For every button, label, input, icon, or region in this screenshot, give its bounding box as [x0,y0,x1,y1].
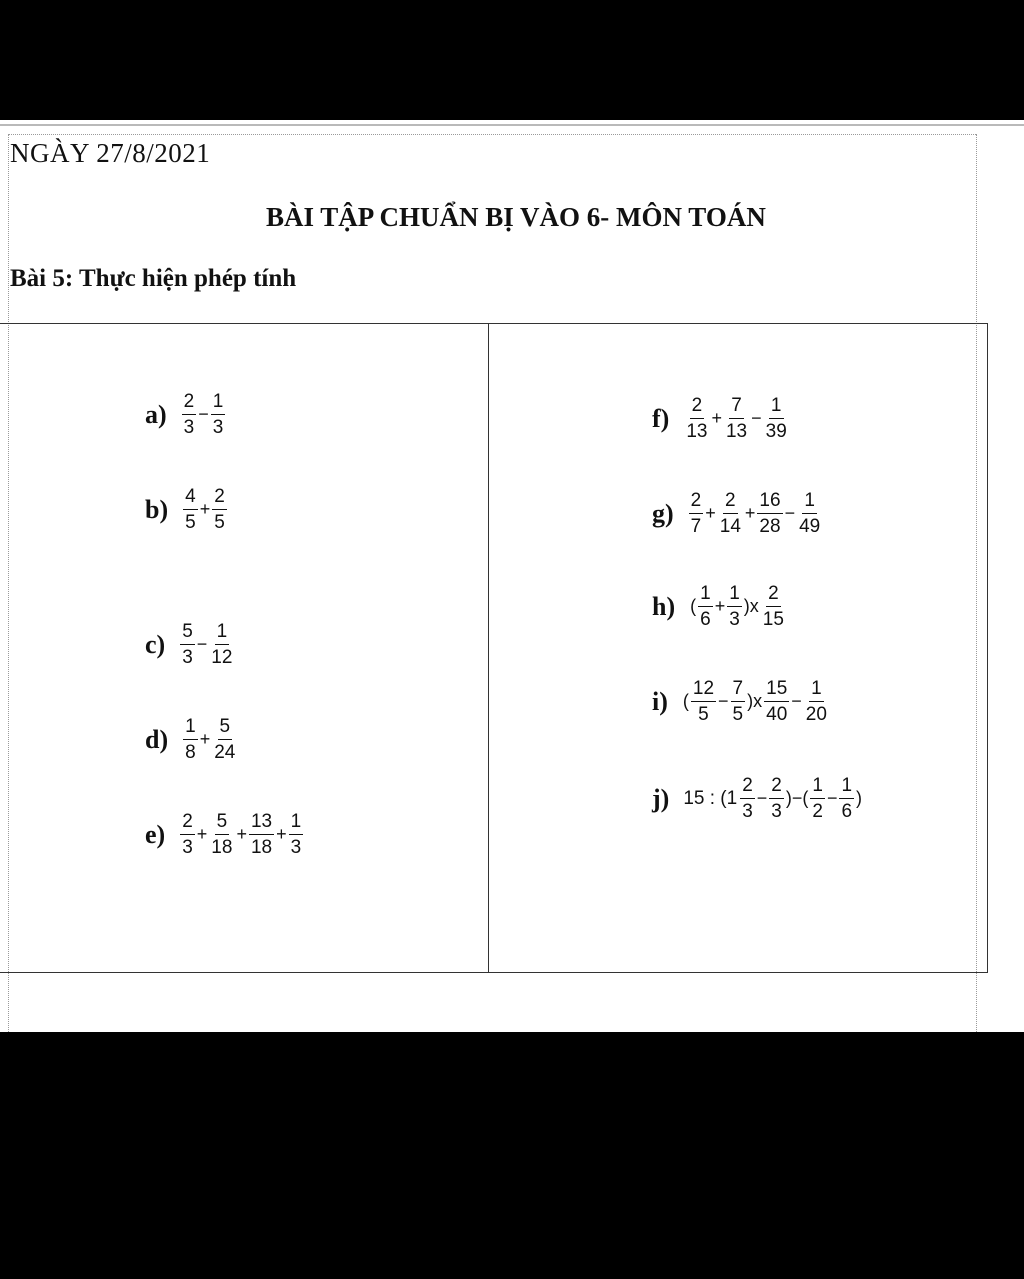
denominator: 18 [211,837,233,858]
exercise-c [145,622,235,667]
numerator: 13 [249,812,274,835]
fraction [839,776,854,821]
denominator: 3 [290,837,302,858]
numerator: 7 [731,679,746,702]
operator: + [196,824,208,844]
numerator: 2 [212,487,227,510]
numerator: 1 [289,812,304,835]
exercise-label: b) [145,494,169,524]
table-column-divider [488,324,489,972]
operator: + [711,408,722,428]
fraction [180,622,195,667]
fraction [731,679,746,724]
numerator: 2 [180,812,195,835]
numerator: 5 [215,812,230,835]
numerator: 16 [757,491,782,514]
fraction [249,812,274,857]
denominator: 3 [742,801,753,822]
denominator: 5 [185,512,196,533]
exercise-a [145,392,226,437]
fraction [180,812,195,857]
document-title: BÀI TẬP CHUẨN BỊ VÀO 6- MÔN TOÁN [266,202,766,232]
numerator: 15 [764,679,789,702]
fraction [691,679,716,724]
fraction [182,392,197,437]
denominator: 39 [765,421,787,442]
numerator: 1 [769,396,784,419]
exercise-label: a) [145,399,167,429]
fraction [698,584,713,629]
numerator: 2 [766,584,781,607]
operator: + [744,503,756,523]
exercise-e [145,812,304,857]
exercise-heading: Bài 5: Thực hiện phép tính [10,265,297,292]
numerator: 5 [180,622,195,645]
numerator: 4 [183,487,198,510]
parenthesis: ( [690,596,697,616]
page-top-border [0,124,1024,126]
denominator: 3 [771,801,782,822]
denominator: 8 [185,742,196,763]
fraction [183,487,198,532]
exercise-g [652,491,823,536]
denominator: 3 [183,417,195,438]
denominator: 6 [700,609,711,630]
denominator: 49 [799,516,821,537]
denominator: 3 [182,647,193,668]
fraction [212,717,237,762]
fraction [289,812,304,857]
numerator: 2 [689,491,704,514]
numerator: 1 [215,622,230,645]
parenthesis: ( [682,691,689,711]
denominator: 13 [725,421,748,442]
exercise-label: e) [145,819,166,849]
exercise-f [652,396,790,441]
numerator: 2 [723,491,738,514]
fraction [757,491,782,536]
operator: + [705,503,716,523]
denominator: 40 [766,704,788,725]
fraction [684,396,709,441]
operator: + [276,824,287,844]
operator: − [784,503,796,523]
operator: )x [743,596,759,616]
fraction [761,584,786,629]
numerator: 5 [218,717,233,740]
numerator: 1 [698,584,713,607]
exercise-d [145,717,238,762]
numerator: 1 [211,392,226,415]
denominator: 15 [762,609,784,630]
numerator: 2 [690,396,705,419]
operator: + [714,596,726,616]
denominator: 5 [698,704,709,725]
fraction [209,812,234,857]
numerator: 2 [740,776,755,799]
operator: − [751,408,762,428]
fraction [797,491,822,536]
operator: − [718,691,729,711]
numerator: 2 [182,392,197,415]
exercise-h [652,584,787,629]
denominator: 12 [211,647,233,668]
exercise-label: d) [145,724,169,754]
exercise-label: g) [652,498,674,528]
exercise-label: j) [652,783,670,813]
denominator: 3 [729,609,740,630]
denominator: 2 [812,801,823,822]
operator: + [236,824,247,844]
exercise-label: f) [652,403,670,433]
numerator: 1 [727,584,742,607]
document-page [0,120,1024,1032]
document-date: NGÀY 27/8/2021 [10,138,211,168]
operator: − [826,788,838,808]
leading-expression: 15 : (1 [683,787,738,809]
numerator: 12 [691,679,716,702]
fraction [804,679,829,724]
fraction [764,679,789,724]
fraction [212,487,227,532]
denominator: 3 [182,837,193,858]
fraction [718,491,743,536]
numerator: 1 [802,491,817,514]
margin-guide-top [8,134,976,135]
exercise-label: c) [145,629,166,659]
denominator: 3 [212,417,224,438]
numerator: 1 [183,717,198,740]
exercise-label: i) [652,686,668,716]
fraction [727,584,742,629]
denominator: 18 [250,837,273,858]
numerator: 1 [809,679,824,702]
denominator: 5 [732,704,744,725]
denominator: 13 [686,421,708,442]
exercise-b [145,487,228,532]
fraction [724,396,749,441]
fraction [810,776,825,821]
operator: )x [747,691,763,711]
fraction [764,396,789,441]
fraction [689,491,704,536]
exercise-i [652,679,830,724]
denominator: 6 [841,801,853,822]
operator: − [791,691,802,711]
denominator: 28 [759,516,781,537]
exercise-label: h) [652,591,676,621]
exercise-j [652,776,863,821]
fraction [740,776,755,821]
numerator: 1 [810,776,825,799]
numerator: 2 [769,776,784,799]
fraction [211,392,226,437]
numerator: 7 [729,396,744,419]
operator: − [196,634,208,654]
denominator: 24 [214,742,236,763]
operator: + [199,729,211,749]
numerator: 1 [839,776,854,799]
operator: + [199,499,211,519]
operator: − [756,788,768,808]
denominator: 7 [690,516,702,537]
exercise-table [0,323,988,973]
fraction [769,776,784,821]
fraction [209,622,234,667]
fraction [183,717,198,762]
operator: )−( [785,788,809,808]
denominator: 14 [719,516,741,537]
parenthesis: ) [856,788,863,808]
operator: − [198,404,209,424]
denominator: 20 [805,704,827,725]
denominator: 5 [214,512,225,533]
